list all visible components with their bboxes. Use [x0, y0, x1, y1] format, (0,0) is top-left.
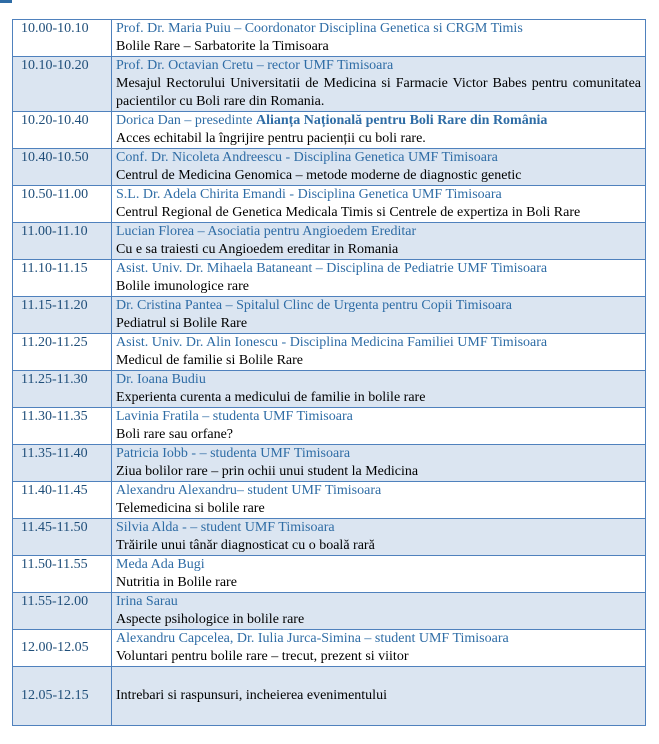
speaker: Dr. Cristina Pantea – Spitalul Clinc de Urgenta pentru Copii Timisoara	[116, 298, 512, 313]
agenda-row	[13, 260, 646, 297]
agenda-row	[13, 445, 646, 482]
session-cell	[112, 297, 646, 334]
agenda-table	[12, 19, 646, 726]
session-cell	[112, 260, 646, 297]
agenda-row	[13, 149, 646, 186]
agenda-row	[13, 593, 646, 630]
time-slot: 11.25-11.30	[13, 371, 112, 408]
topic: Bolile Rare – Sarbatorite la Timisoara	[116, 39, 329, 54]
topic: Intrebari si raspunsuri, incheierea evenimentului	[116, 688, 387, 703]
topic: Telemedicina si bolile rare	[116, 501, 265, 516]
agenda-row	[13, 223, 646, 260]
session-cell	[112, 223, 646, 260]
speaker: Alexandru Capcelea, Dr. Iulia Jurca-Simina – student UMF Timisoara	[116, 631, 509, 646]
speaker: Lucian Florea – Asociatia pentru Angioedem Ereditar	[116, 224, 417, 239]
time-slot: 10.00-10.10	[13, 20, 112, 57]
session-cell	[112, 57, 646, 112]
agenda-row	[13, 112, 646, 149]
speaker: Irina Sarau	[116, 594, 178, 609]
agenda-row	[13, 630, 646, 667]
time-slot: 10.20-10.40	[13, 112, 112, 149]
session-cell	[112, 593, 646, 630]
session-cell	[112, 667, 646, 726]
topic: Experienta curenta a medicului de familie in bolile rare	[116, 390, 426, 405]
session-cell	[112, 20, 646, 57]
topic: Centrul Regional de Genetica Medicala Timis si Centrele de expertiza in Boli Rare	[116, 205, 581, 220]
speaker: S.L. Dr. Adela Chirita Emandi - Disciplina Genetica UMF Timisoara	[116, 187, 502, 202]
time-slot: 10.40-10.50	[13, 149, 112, 186]
speaker: Conf. Dr. Nicoleta Andreescu - Disciplina Genetica UMF Timisoara	[116, 150, 498, 165]
topic: Bolile imunologice rare	[116, 279, 249, 294]
agenda-row	[13, 667, 646, 726]
speaker	[116, 112, 641, 130]
topic: Medicul de familie si Bolile Rare	[116, 353, 304, 368]
organization-name: Alianța Națională pentru Boli Rare din România	[255, 113, 548, 128]
session-cell	[112, 630, 646, 667]
time-slot: 11.30-11.35	[13, 408, 112, 445]
topic: Trăirile unui tânăr diagnosticat cu o boală rară	[116, 538, 375, 553]
agenda-row	[13, 482, 646, 519]
topic: Pediatrul si Bolile Rare	[116, 316, 248, 331]
speaker: Alexandru Alexandru– student UMF Timisoara	[116, 483, 382, 498]
topic: Mesajul Rectorului Universitatii de Medicina si Farmacie Victor Babes pentru comunitatea pacientilor cu Boli rare din Romania.	[116, 76, 641, 109]
time-slot: 11.00-11.10	[13, 223, 112, 260]
speaker: Meda Ada Bugi	[116, 557, 205, 572]
agenda-row	[13, 519, 646, 556]
time-slot: 11.55-12.00	[13, 593, 112, 630]
time-slot: 11.35-11.40	[13, 445, 112, 482]
session-cell	[112, 371, 646, 408]
time-slot: 10.10-10.20	[13, 57, 112, 112]
time-slot: 11.20-11.25	[13, 334, 112, 371]
agenda-row	[13, 334, 646, 371]
session-cell	[112, 334, 646, 371]
speaker: Lavinia Fratila – studenta UMF Timisoara	[116, 409, 353, 424]
topic: Aspecte psihologice in bolile rare	[116, 612, 305, 627]
time-slot: 11.40-11.45	[13, 482, 112, 519]
time-slot: 12.00-12.05	[13, 630, 112, 667]
agenda-row	[13, 408, 646, 445]
agenda-row	[13, 20, 646, 57]
topic: Ziua bolilor rare – prin ochii unui student la Medicina	[116, 464, 419, 479]
session-cell	[112, 556, 646, 593]
time-slot: 10.50-11.00	[13, 186, 112, 223]
session-cell	[112, 408, 646, 445]
agenda-row	[13, 297, 646, 334]
topic: Acces echitabil la îngrijire pentru pacienții cu boli rare.	[116, 131, 426, 146]
page-top-band	[0, 0, 659, 20]
topic: Cu e sa traiesti cu Angioedem ereditar in Romania	[116, 242, 399, 257]
session-cell	[112, 445, 646, 482]
agenda-row	[13, 371, 646, 408]
agenda-row	[13, 556, 646, 593]
speaker: Silvia Alda - – student UMF Timisoara	[116, 520, 335, 535]
speaker: Asist. Univ. Dr. Mihaela Bataneant – Disciplina de Pediatrie UMF Timisoara	[116, 261, 548, 276]
speaker: Prof. Dr. Octavian Cretu – rector UMF Timisoara	[116, 58, 394, 73]
session-cell	[112, 482, 646, 519]
speaker: Dr. Ioana Budiu	[116, 372, 206, 387]
session-cell	[112, 112, 646, 149]
speaker-name: Dorica Dan – presedinte	[116, 113, 256, 128]
time-slot: 11.50-11.55	[13, 556, 112, 593]
session-cell	[112, 186, 646, 223]
topic: Voluntari pentru bolile rare – trecut, prezent si viitor	[116, 649, 409, 664]
topic: Nutritia in Bolile rare	[116, 575, 237, 590]
topic: Boli rare sau orfane?	[116, 427, 233, 442]
agenda-row	[13, 57, 646, 112]
time-slot: 11.45-11.50	[13, 519, 112, 556]
speaker: Prof. Dr. Maria Puiu – Coordonator Disciplina Genetica si CRGM Timis	[116, 21, 523, 36]
time-slot: 11.10-11.15	[13, 260, 112, 297]
time-slot: 11.15-11.20	[13, 297, 112, 334]
speaker: Asist. Univ. Dr. Alin Ionescu - Disciplina Medicina Familiei UMF Timisoara	[116, 335, 548, 350]
agenda-row	[13, 186, 646, 223]
session-cell	[112, 149, 646, 186]
speaker: Patricia Iobb - – studenta UMF Timisoara	[116, 446, 351, 461]
topic: Centrul de Medicina Genomica – metode moderne de diagnostic genetic	[116, 168, 522, 183]
session-cell	[112, 519, 646, 556]
time-slot: 12.05-12.15	[13, 667, 112, 726]
heading-fragment	[0, 0, 12, 3]
